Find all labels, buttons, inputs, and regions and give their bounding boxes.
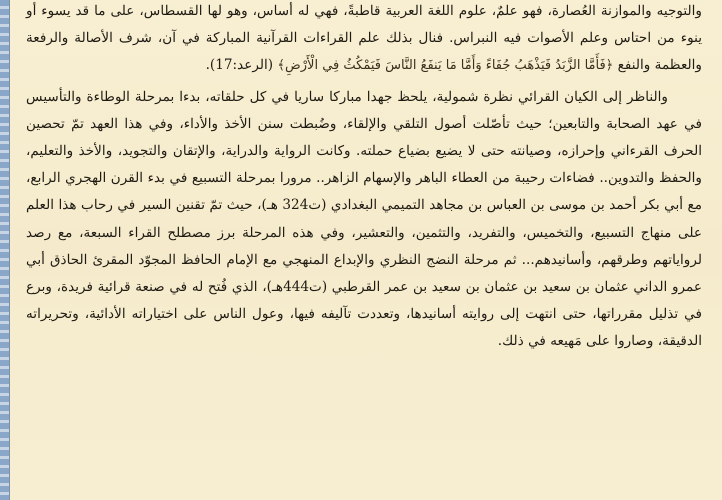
- quran-verse: ﴿فَأَمَّا الزَّبَدُ فَيَذْهَبُ جُفَاءً وَأَمَّا مَا يَنفَعُ النَّاسَ فَيَمْكُثُ فِي الْأَرْضِ﴾: [277, 58, 614, 74]
- document-body: [26, 0, 702, 356]
- verse-citation: (الرعد:17).: [205, 57, 274, 74]
- decorative-page-border: [0, 0, 10, 500]
- paragraph-2: [26, 84, 702, 356]
- paragraph-2-text: والناظر إلى الكيان القرائي نظرة شمولية، يلحظ جهدا مباركا ساريا في كل حلقاته، بدءا بمرحلة الوطاءة والتأسيس في عهد الصحابة والتابعين؛ حيث تأصّلت أصول التلقي والإلقاء، وضُبطت سنن الأخذ والأداء، وفي هذا العهد تمّ تحصين الحرف القرءاني وإحرازه، وصيانته حتى لا يضيع بضياع حملته. وكانت الرواية والدراية، والإتقان والتجويد، والأخذ والتعليم، والحفظ والتدوين.. فضاءات رحيبة من العطاء الباهر والإسهام الزاهر.. مرورا بمرحلة التسبيع في بدء القرن الهجري الرابع، مع أبي بكر أحمد بن موسى بن العباس بن مجاهد التميمي البغدادي (ت324 هـ)، حيث تمّ تقنين السير في رحاب هذا العلم على منهاج التسبيع، والتخميس، والتفريد، والتثمين، والتعشير، وفي هذه المرحلة برز مصطلح القراء السبعة، مع رصد لرواياتهم وطرقهم، وأسانيدهم... ثم مرحلة النضج النظري والإبداع المنهجي مع الإمام الحافظ المجوّد المقرئ الحاذق أبي عمرو الداني عثمان بن سعيد بن عثمان بن سعيد بن عمر القرطبي (ت444هـ)، الذي فُتح له في صنعة قرائية فريدة، وبرع في تذليل مقرراتها، حتى انتهت إلى روايته أسانيدها، وتعددت تآليفه فيها، وعول الناس على اختياراته الأدائية، وتحريراته الدقيقة، وصاروا على مَهيعه في ذلك.: [26, 88, 702, 350]
- paragraph-1: [26, 0, 702, 80]
- paragraph-1-text: والتوجيه والموازنة العُصارة، فهو علمٌ، علوم اللغة العربية قاطبةً، فهي له أساس، وهو لها القسطاس، على ما قد يسوء أو ينوء من احتاس وعلم الأصوات فيه النبراس. فنال بذلك علم القراءات القرآنية المباركة في آن، شرف الأصالة والرفعة والعظمة والنفع: [26, 3, 702, 74]
